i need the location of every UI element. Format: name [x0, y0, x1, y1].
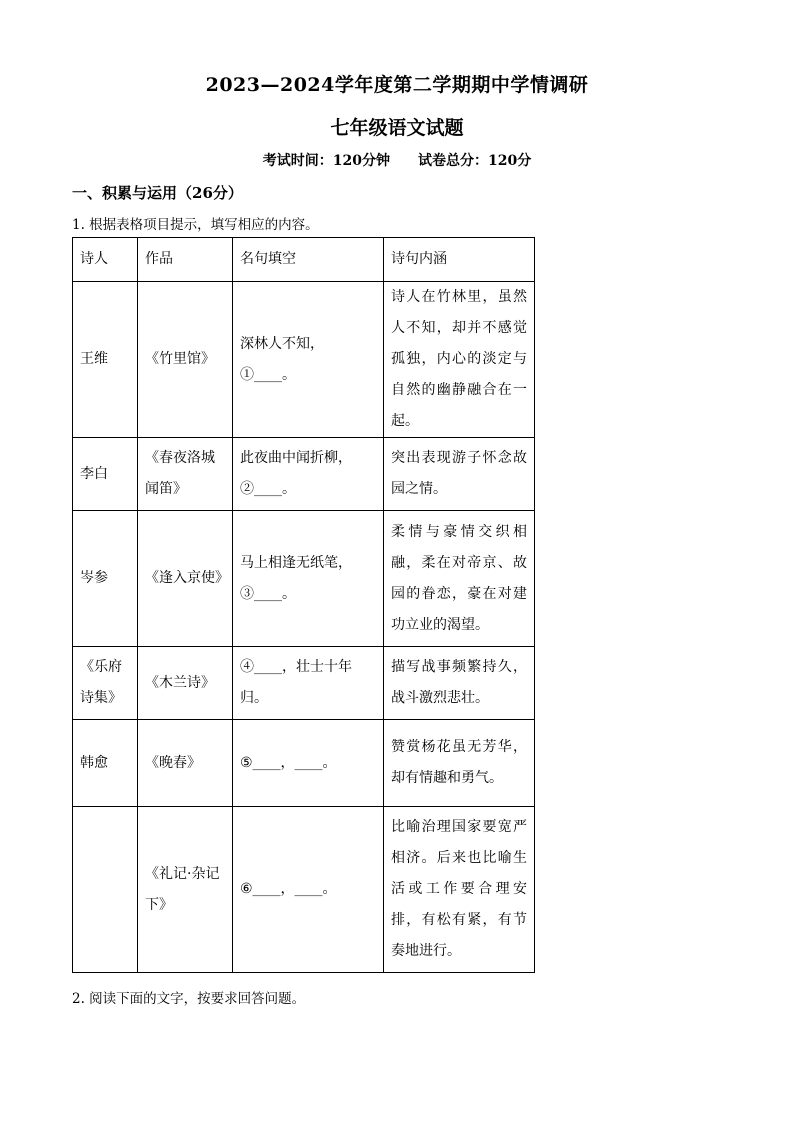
table-row [73, 438, 535, 511]
question-1-prompt: 1. 根据表格项目提示，填写相应的内容。 [72, 217, 319, 233]
poetry-table [72, 237, 535, 973]
work-cell: 《木兰诗》 [138, 647, 233, 720]
blank-cell: 马上相逢无纸笔，③____。 [233, 511, 384, 647]
poet-cell [73, 807, 138, 973]
table-header-row [73, 238, 535, 282]
table-row [73, 282, 535, 438]
meaning-cell: 柔情与豪情交织相融，柔在对帝京、故园的眷恋，豪在对建功立业的渴望。 [384, 511, 535, 647]
blank-cell: ⑤____，____。 [233, 720, 384, 807]
exam-title: 2023—2024学年度第二学期期中学情调研 [205, 74, 589, 96]
meaning-cell: 赞赏杨花虽无芳华，却有情趣和勇气。 [384, 720, 535, 807]
header-poet: 诗人 [73, 238, 138, 282]
table-row [73, 511, 535, 647]
exam-time: 考试时间：120分钟 [262, 153, 390, 169]
meaning-cell: 比喻治理国家要宽严相济。后来也比喻生活或工作要合理安排，有松有紧，有节奏地进行。 [384, 807, 535, 973]
total-score: 试卷总分：120分 [418, 153, 532, 169]
work-cell: 《竹里馆》 [138, 282, 233, 438]
table-row [73, 807, 535, 973]
blank-cell: 此夜曲中闻折柳，②____。 [233, 438, 384, 511]
work-cell: 《晚春》 [138, 720, 233, 807]
section-heading: 一、积累与运用（26分） [72, 184, 243, 202]
meaning-cell: 诗人在竹林里，虽然人不知，却并不感觉孤独，内心的淡定与自然的幽静融合在一起。 [384, 282, 535, 438]
blank-cell: 深林人不知，①____。 [233, 282, 384, 438]
meaning-cell: 描写战事频繁持久，战斗激烈悲壮。 [384, 647, 535, 720]
meaning-cell: 突出表现游子怀念故园之情。 [384, 438, 535, 511]
poet-cell: 岑参 [73, 511, 138, 647]
work-cell: 《逢入京使》 [138, 511, 233, 647]
question-2-prompt: 2. 阅读下面的文字，按要求回答问题。 [72, 991, 306, 1007]
work-cell: 《礼记·杂记下》 [138, 807, 233, 973]
header-blank: 名句填空 [233, 238, 384, 282]
blank-cell: ④____，壮士十年归。 [233, 647, 384, 720]
blank-cell: ⑥____，____。 [233, 807, 384, 973]
poet-cell: 李白 [73, 438, 138, 511]
work-cell: 《春夜洛城闻笛》 [138, 438, 233, 511]
poet-cell: 《乐府诗集》 [73, 647, 138, 720]
exam-subtitle: 七年级语文试题 [330, 117, 464, 139]
header-meaning: 诗句内涵 [384, 238, 535, 282]
poet-cell: 王维 [73, 282, 138, 438]
table-row [73, 720, 535, 807]
exam-info [0, 150, 794, 170]
header-work: 作品 [138, 238, 233, 282]
poet-cell: 韩愈 [73, 720, 138, 807]
table-row [73, 647, 535, 720]
